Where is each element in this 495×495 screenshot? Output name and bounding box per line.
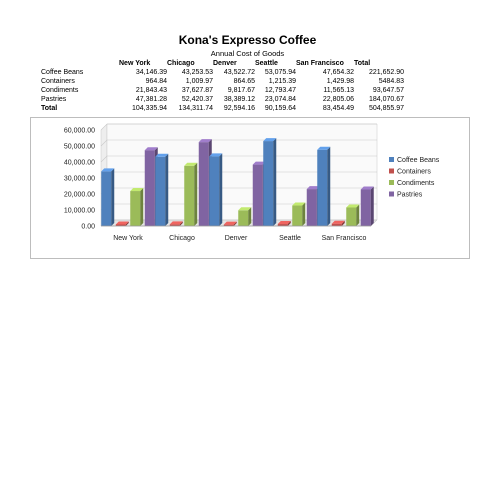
table-header-cell[interactable]: Denver <box>213 60 237 67</box>
table-header-cell[interactable]: Seattle <box>255 60 278 67</box>
table-cell[interactable]: 34,146.39 <box>135 69 167 76</box>
bar-condiments[interactable] <box>184 163 197 226</box>
table-row <box>41 68 404 77</box>
bar-condiments[interactable] <box>292 203 305 226</box>
table-header-row <box>41 59 404 68</box>
table-cell[interactable]: 1,009.97 <box>185 78 213 85</box>
bar-condiments[interactable] <box>238 207 251 226</box>
x-tick-label: Seattle <box>279 235 301 242</box>
y-tick-label: 20,000.00 <box>63 191 95 199</box>
table-cell[interactable]: 37,627.87 <box>181 87 213 94</box>
row-label[interactable]: Pastries <box>41 96 67 103</box>
table-cell[interactable]: 47,381.28 <box>135 96 167 103</box>
table-cell[interactable]: 12,793.47 <box>264 87 296 94</box>
table-cell[interactable]: 184,070.67 <box>368 96 404 103</box>
bar-coffee-beans[interactable] <box>155 154 168 226</box>
table-cell[interactable]: 53,075.94 <box>264 69 296 76</box>
bar-coffee-beans[interactable] <box>263 138 276 226</box>
y-tick-label: 60,000.00 <box>63 127 95 135</box>
table-cell[interactable]: 9,817.67 <box>227 87 255 94</box>
bar-pastries[interactable] <box>361 187 374 226</box>
table-cell[interactable]: 21,843.43 <box>135 87 167 94</box>
y-tick-label: 50,000.00 <box>63 143 95 151</box>
y-tick-label: 0.00 <box>81 223 95 231</box>
row-label[interactable]: Total <box>41 105 58 112</box>
table-row-total <box>41 104 404 113</box>
table-header-cell[interactable]: San Francisco <box>296 60 344 67</box>
table-cell[interactable]: 52,420.37 <box>181 96 213 103</box>
table-cell[interactable]: 38,389.12 <box>223 96 255 103</box>
table-cell[interactable]: 221,652.90 <box>368 69 404 76</box>
table-header-cell[interactable]: New York <box>119 60 151 67</box>
legend-entry: Coffee Beans <box>397 157 440 164</box>
sheet-title: Kona's Expresso Coffee <box>178 33 317 47</box>
bar-condiments[interactable] <box>130 188 143 226</box>
legend-swatch <box>389 169 394 174</box>
table-row <box>41 77 404 86</box>
x-tick-label: Chicago <box>169 235 195 242</box>
row-label[interactable]: Containers <box>41 78 75 85</box>
table-row <box>41 95 404 104</box>
legend-swatch <box>389 180 394 185</box>
table-cell[interactable]: 5484.83 <box>378 78 404 85</box>
row-label[interactable]: Coffee Beans <box>41 69 84 76</box>
chart-area[interactable] <box>30 117 470 259</box>
table-cell[interactable]: 43,522.72 <box>223 69 255 76</box>
x-tick-label: Denver <box>224 235 248 242</box>
table-header-cell[interactable]: Total <box>354 60 371 67</box>
table-cell[interactable]: 504,855.97 <box>368 105 404 112</box>
table-cell[interactable]: 1,215.39 <box>268 78 296 85</box>
y-tick-label: 30,000.00 <box>63 175 95 183</box>
y-tick-label: 10,000.00 <box>63 207 95 215</box>
table-cell[interactable]: 104,335.94 <box>131 105 167 112</box>
bar-coffee-beans[interactable] <box>209 153 222 226</box>
legend-swatch <box>389 157 394 162</box>
table-header-cell[interactable] <box>41 59 119 68</box>
x-tick-label: New York <box>113 235 143 242</box>
table-cell[interactable]: 964.84 <box>145 78 167 85</box>
table-cell[interactable]: 93,647.57 <box>372 87 404 94</box>
bar-coffee-beans[interactable] <box>317 147 330 226</box>
table-cell[interactable]: 1,429.98 <box>326 78 354 85</box>
bar-chart <box>31 118 469 258</box>
cost-table <box>41 59 404 113</box>
legend-entry: Containers <box>397 168 431 176</box>
table-cell[interactable]: 11,565.13 <box>323 87 354 94</box>
row-label[interactable]: Condiments <box>41 87 79 94</box>
table-cell[interactable]: 92,594.16 <box>223 105 255 112</box>
table-cell[interactable]: 83,454.49 <box>322 105 354 112</box>
table-cell[interactable]: 23,074.84 <box>264 96 296 103</box>
table-cell[interactable]: 47,654.32 <box>322 69 354 76</box>
table-cell[interactable]: 22,805.06 <box>322 96 354 103</box>
x-tick-label: San Francisco <box>321 235 367 242</box>
table-cell[interactable]: 90,159.64 <box>264 105 296 112</box>
sheet-subtitle: Annual Cost of Goods <box>210 49 285 58</box>
legend-entry: Condiments <box>397 180 435 187</box>
table-cell[interactable]: 864.65 <box>233 78 255 85</box>
legend-entry: Pastries <box>397 191 423 199</box>
bar-condiments[interactable] <box>346 204 359 226</box>
table-row <box>41 86 404 95</box>
table-cell[interactable]: 43,253.53 <box>181 69 213 76</box>
legend-swatch <box>389 192 394 197</box>
table-header-cell[interactable]: Chicago <box>167 60 195 67</box>
table-cell[interactable]: 134,311.74 <box>178 105 213 112</box>
y-tick-label: 40,000.00 <box>63 159 95 167</box>
bar-coffee-beans[interactable] <box>101 168 114 226</box>
